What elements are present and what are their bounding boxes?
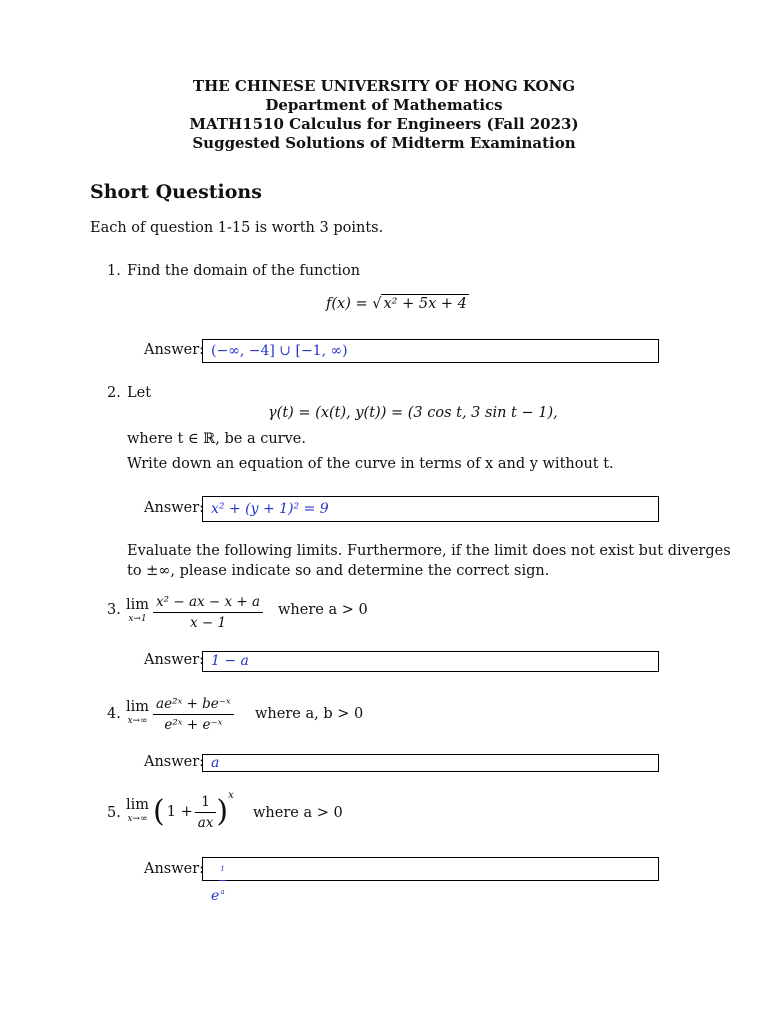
q1-formula-lhs: f(x) = xyxy=(326,296,368,312)
sqrt-symbol: √ xyxy=(372,296,382,312)
q3-number: 3. xyxy=(107,602,121,618)
q3-lim xyxy=(126,598,149,626)
q4-condition: where a, b > 0 xyxy=(255,706,364,722)
q1-answer-box xyxy=(202,339,659,363)
q2-formula: γ(t) = (x(t), y(t)) = (3 cos t, 3 sin t − 1), xyxy=(268,405,558,421)
q1-text: Find the domain of the function xyxy=(127,263,361,279)
q1-formula-radicand: x² + 5x + 4 xyxy=(383,296,467,312)
q4-answer-box xyxy=(202,754,659,772)
document-title: Suggested Solutions of Midterm Examination xyxy=(192,134,576,152)
q4-lim xyxy=(126,700,149,728)
q1-answer: (−∞, −4] ∪ [−1, ∞) xyxy=(211,343,348,359)
q5-answer-exp-num: 1 xyxy=(219,858,225,881)
q4-answer: a xyxy=(211,755,220,771)
q4-expression xyxy=(126,694,234,734)
q5-frac-den: ax xyxy=(197,814,214,831)
q1-answer-label: Answer: xyxy=(144,342,205,358)
q3-lim-word: lim xyxy=(126,597,150,613)
q2-answer-label: Answer: xyxy=(144,500,205,516)
q4-denominator: e²ˣ + e⁻ˣ xyxy=(164,716,223,733)
q5-frac-num: 1 xyxy=(195,794,217,813)
q4-answer-label: Answer: xyxy=(144,754,205,770)
q5-inner-one: 1 + xyxy=(166,804,193,820)
right-paren: ) xyxy=(216,794,229,829)
q5-answer-exponent xyxy=(219,858,225,903)
q5-answer-base: e xyxy=(211,888,220,904)
q5-answer-exp-den: a xyxy=(220,888,225,896)
limits-intro-line2: to ±∞, please indicate so and determine the correct sign. xyxy=(127,563,550,579)
q2-number: 2. xyxy=(107,385,121,401)
q5-number: 5. xyxy=(107,805,121,821)
q5-answer-box xyxy=(202,857,659,904)
q5-expression xyxy=(126,788,234,836)
q2-answer: x² + (y + 1)² = 9 xyxy=(211,501,329,517)
university-title: THE CHINESE UNIVERSITY OF HONG KONG xyxy=(192,77,576,95)
q4-numerator: ae²ˣ + be⁻ˣ xyxy=(153,696,234,715)
q4-fraction xyxy=(153,696,234,733)
q3-answer-box xyxy=(202,651,659,672)
q2-lead: Let xyxy=(127,385,152,401)
q3-denominator: x − 1 xyxy=(190,614,227,631)
q2-where: where t ∈ ℝ, be a curve. xyxy=(127,431,306,447)
q3-answer: 1 − a xyxy=(211,653,249,669)
q5-answer xyxy=(203,858,658,907)
course-title: MATH1510 Calculus for Engineers (Fall 2023) xyxy=(189,115,579,133)
q4-lim-sub: x→∞ xyxy=(127,716,148,726)
q2-instruction: Write down an equation of the curve in terms of x and y without t. xyxy=(127,456,614,472)
q3-expression xyxy=(126,592,263,632)
q5-lim xyxy=(126,798,149,826)
q4-number: 4. xyxy=(107,706,121,722)
q3-fraction xyxy=(153,594,263,631)
q4-lim-word: lim xyxy=(126,699,150,715)
section-title: Short Questions xyxy=(90,181,262,203)
department-title: Department of Mathematics xyxy=(265,96,503,114)
q3-numerator: x² − ax − x + a xyxy=(153,594,263,613)
q3-lim-sub: x→1 xyxy=(128,614,147,624)
q1-formula xyxy=(326,296,469,312)
q3-condition: where a > 0 xyxy=(278,602,368,618)
limits-intro-line1: Evaluate the following limits. Furthermore, if the limit does not exist but diverges xyxy=(127,543,731,559)
q5-lim-sub: x→∞ xyxy=(127,814,148,824)
q5-answer-label: Answer: xyxy=(144,861,205,877)
section-intro: Each of question 1-15 is worth 3 points. xyxy=(90,220,384,236)
q3-answer-label: Answer: xyxy=(144,652,205,668)
q5-condition: where a > 0 xyxy=(253,805,343,821)
left-paren: ( xyxy=(153,794,165,829)
q2-answer-box xyxy=(202,496,659,522)
q5-fraction xyxy=(195,794,217,831)
q1-number: 1. xyxy=(107,263,121,279)
q5-lim-word: lim xyxy=(126,797,150,813)
q5-exponent: x xyxy=(228,790,234,801)
